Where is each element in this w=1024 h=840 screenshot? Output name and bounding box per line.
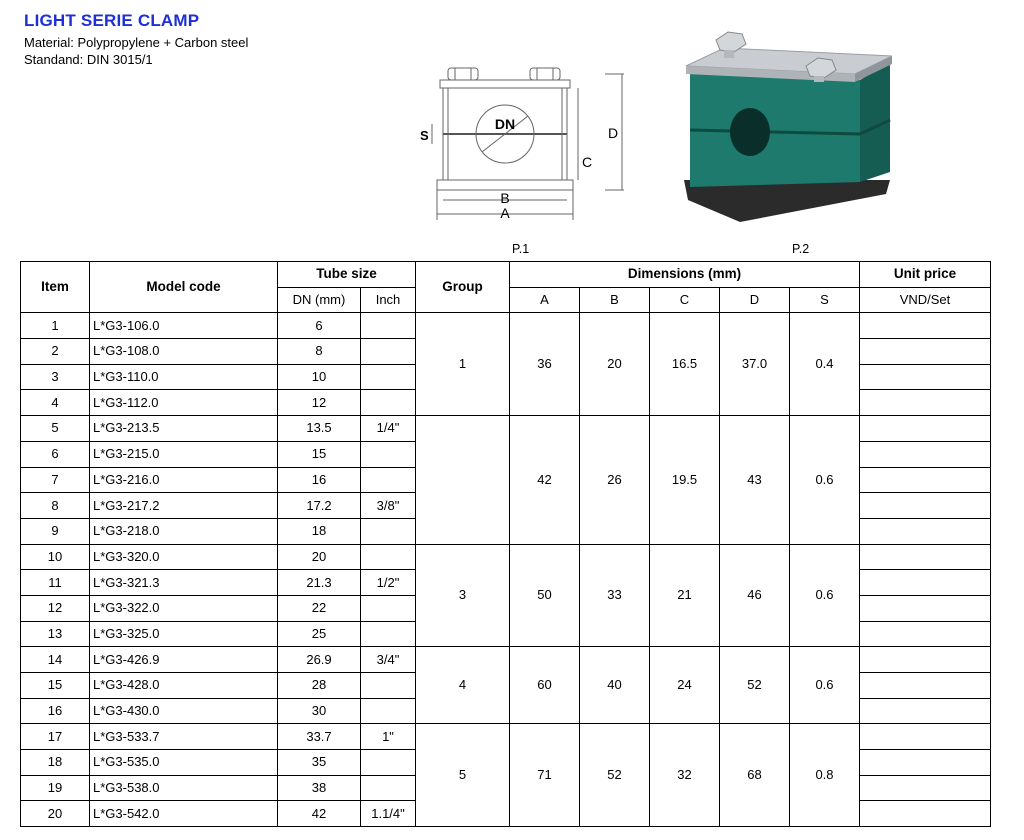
cell-model: L*G3-216.0 xyxy=(90,467,278,493)
cell-inch xyxy=(361,621,416,647)
header-s: S xyxy=(790,287,860,313)
cell-model: L*G3-217.2 xyxy=(90,493,278,519)
d-label: D xyxy=(608,125,619,141)
header-unit: VND/Set xyxy=(860,287,991,313)
c-label: C xyxy=(582,154,593,170)
cell-dn: 35 xyxy=(278,750,361,776)
cell-price xyxy=(860,595,991,621)
cell-model: L*G3-112.0 xyxy=(90,390,278,416)
cell-inch xyxy=(361,595,416,621)
cell-price xyxy=(860,493,991,519)
standard-line: Standand: DIN 3015/1 xyxy=(24,52,153,67)
cell-price xyxy=(860,390,991,416)
cell-price xyxy=(860,647,991,673)
cell-inch: 1" xyxy=(361,724,416,750)
cell-group: 5 xyxy=(416,724,510,827)
cell-dn: 33.7 xyxy=(278,724,361,750)
cell-model: L*G3-108.0 xyxy=(90,339,278,365)
cell-item: 1 xyxy=(21,313,90,339)
cell-a: 36 xyxy=(510,313,580,416)
cell-model: L*G3-106.0 xyxy=(90,313,278,339)
table-row xyxy=(21,313,991,339)
cell-item: 11 xyxy=(21,570,90,596)
cell-price xyxy=(860,724,991,750)
header-d: D xyxy=(720,287,790,313)
cell-model: L*G3-428.0 xyxy=(90,673,278,699)
cell-inch: 1.1/4" xyxy=(361,801,416,827)
cell-inch xyxy=(361,750,416,776)
cell-inch xyxy=(361,390,416,416)
cell-price xyxy=(860,339,991,365)
cell-d: 52 xyxy=(720,647,790,724)
cell-item: 3 xyxy=(21,364,90,390)
cell-dn: 18 xyxy=(278,518,361,544)
header-c: C xyxy=(650,287,720,313)
cell-model: L*G3-321.3 xyxy=(90,570,278,596)
cell-item: 13 xyxy=(21,621,90,647)
cell-item: 14 xyxy=(21,647,90,673)
cell-dn: 38 xyxy=(278,775,361,801)
cell-item: 8 xyxy=(21,493,90,519)
cell-price xyxy=(860,750,991,776)
table-row xyxy=(21,647,991,673)
cell-c: 16.5 xyxy=(650,313,720,416)
cell-model: L*G3-542.0 xyxy=(90,801,278,827)
cell-group: 1 xyxy=(416,313,510,416)
header-b: B xyxy=(580,287,650,313)
cell-item: 17 xyxy=(21,724,90,750)
cell-dn: 26.9 xyxy=(278,647,361,673)
cell-item: 18 xyxy=(21,750,90,776)
cell-inch xyxy=(361,364,416,390)
cell-inch: 1/4" xyxy=(361,416,416,442)
cell-item: 20 xyxy=(21,801,90,827)
cell-inch xyxy=(361,775,416,801)
cell-model: L*G3-426.9 xyxy=(90,647,278,673)
cell-a: 71 xyxy=(510,724,580,827)
table-row xyxy=(21,416,991,442)
cell-dn: 42 xyxy=(278,801,361,827)
cell-a: 60 xyxy=(510,647,580,724)
header-item: Item xyxy=(21,262,90,313)
cell-s: 0.6 xyxy=(790,544,860,647)
cell-item: 7 xyxy=(21,467,90,493)
cell-item: 6 xyxy=(21,441,90,467)
cell-inch xyxy=(361,518,416,544)
cell-item: 10 xyxy=(21,544,90,570)
bolt-head-left xyxy=(448,68,478,80)
cell-price xyxy=(860,441,991,467)
cell-c: 19.5 xyxy=(650,416,720,544)
cell-price xyxy=(860,518,991,544)
cell-price xyxy=(860,698,991,724)
cell-model: L*G3-535.0 xyxy=(90,750,278,776)
cell-dn: 10 xyxy=(278,364,361,390)
cell-inch: 1/2" xyxy=(361,570,416,596)
cell-dn: 12 xyxy=(278,390,361,416)
cell-d: 37.0 xyxy=(720,313,790,416)
cell-model: L*G3-430.0 xyxy=(90,698,278,724)
cell-b: 26 xyxy=(580,416,650,544)
cell-price xyxy=(860,570,991,596)
cell-price xyxy=(860,775,991,801)
cell-model: L*G3-215.0 xyxy=(90,441,278,467)
cell-b: 20 xyxy=(580,313,650,416)
dn-label: DN xyxy=(494,116,516,132)
cell-group: 3 xyxy=(416,544,510,647)
s-label: S xyxy=(420,128,429,143)
cell-d: 46 xyxy=(720,544,790,647)
cell-c: 21 xyxy=(650,544,720,647)
cell-model: L*G3-218.0 xyxy=(90,518,278,544)
cell-a: 50 xyxy=(510,544,580,647)
cell-price xyxy=(860,673,991,699)
header-tube: Tube size xyxy=(278,262,416,288)
cell-model: L*G3-322.0 xyxy=(90,595,278,621)
cell-item: 2 xyxy=(21,339,90,365)
cell-price xyxy=(860,621,991,647)
clamp-technical-drawing xyxy=(410,60,630,230)
cell-price xyxy=(860,467,991,493)
cell-price xyxy=(860,313,991,339)
cell-d: 68 xyxy=(720,724,790,827)
cell-b: 33 xyxy=(580,544,650,647)
header-price: Unit price xyxy=(860,262,991,288)
cell-c: 32 xyxy=(650,724,720,827)
table-row xyxy=(21,544,991,570)
cell-dn: 17.2 xyxy=(278,493,361,519)
b-label: B xyxy=(500,190,510,206)
cell-item: 19 xyxy=(21,775,90,801)
cell-dn: 8 xyxy=(278,339,361,365)
cell-price xyxy=(860,544,991,570)
cell-model: L*G3-538.0 xyxy=(90,775,278,801)
cell-dn: 15 xyxy=(278,441,361,467)
cell-s: 0.4 xyxy=(790,313,860,416)
cell-model: L*G3-325.0 xyxy=(90,621,278,647)
cell-a: 42 xyxy=(510,416,580,544)
spec-table xyxy=(20,261,991,827)
cell-inch xyxy=(361,467,416,493)
cell-b: 40 xyxy=(580,647,650,724)
cell-price xyxy=(860,416,991,442)
cell-model: L*G3-533.7 xyxy=(90,724,278,750)
header-inch: Inch xyxy=(361,287,416,313)
cell-inch: 3/8" xyxy=(361,493,416,519)
a-label: A xyxy=(500,205,510,221)
cell-item: 12 xyxy=(21,595,90,621)
cell-inch xyxy=(361,544,416,570)
page-title: LIGHT SERIE CLAMP xyxy=(24,11,200,30)
cell-item: 16 xyxy=(21,698,90,724)
clamp-product-photo xyxy=(680,22,900,222)
header-dn: DN (mm) xyxy=(278,287,361,313)
cell-dn: 6 xyxy=(278,313,361,339)
cell-dn: 28 xyxy=(278,673,361,699)
spec-table-wrapper xyxy=(20,261,991,827)
header-group: Group xyxy=(416,262,510,313)
cell-item: 15 xyxy=(21,673,90,699)
figure-caption-p1: P.1 xyxy=(512,242,530,256)
cell-dn: 30 xyxy=(278,698,361,724)
material-line: Material: Polypropylene + Carbon steel xyxy=(24,35,249,50)
cell-group xyxy=(416,416,510,544)
cell-dn: 21.3 xyxy=(278,570,361,596)
cell-group: 4 xyxy=(416,647,510,724)
cell-inch xyxy=(361,339,416,365)
cell-dn: 16 xyxy=(278,467,361,493)
bolt-head-right xyxy=(530,68,560,80)
table-row xyxy=(21,724,991,750)
cell-s: 0.8 xyxy=(790,724,860,827)
cell-d: 43 xyxy=(720,416,790,544)
cell-b: 52 xyxy=(580,724,650,827)
cell-inch xyxy=(361,441,416,467)
cell-item: 9 xyxy=(21,518,90,544)
tube-hole-photo xyxy=(730,108,770,156)
cell-s: 0.6 xyxy=(790,647,860,724)
cell-model: L*G3-320.0 xyxy=(90,544,278,570)
cell-dn: 25 xyxy=(278,621,361,647)
cell-item: 5 xyxy=(21,416,90,442)
spec-table-body xyxy=(21,313,991,827)
header-a: A xyxy=(510,287,580,313)
cell-inch xyxy=(361,698,416,724)
cell-inch xyxy=(361,313,416,339)
cell-dn: 13.5 xyxy=(278,416,361,442)
cell-price xyxy=(860,801,991,827)
cell-inch xyxy=(361,673,416,699)
cell-model: L*G3-213.5 xyxy=(90,416,278,442)
cell-price xyxy=(860,364,991,390)
header-model: Model code xyxy=(90,262,278,313)
cell-item: 4 xyxy=(21,390,90,416)
cell-s: 0.6 xyxy=(790,416,860,544)
cell-dn: 20 xyxy=(278,544,361,570)
header-dimensions: Dimensions (mm) xyxy=(510,262,860,288)
cell-dn: 22 xyxy=(278,595,361,621)
cell-c: 24 xyxy=(650,647,720,724)
figure-caption-p2: P.2 xyxy=(792,242,810,256)
cell-model: L*G3-110.0 xyxy=(90,364,278,390)
cell-inch: 3/4" xyxy=(361,647,416,673)
